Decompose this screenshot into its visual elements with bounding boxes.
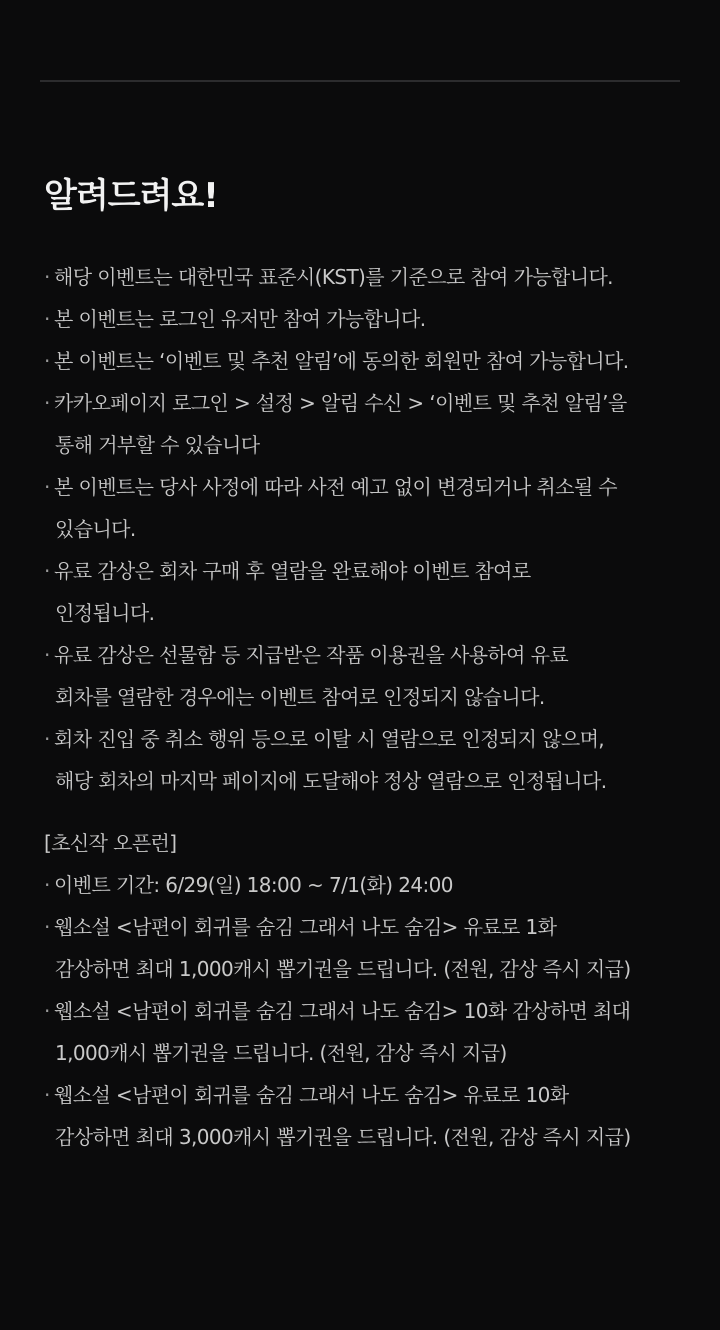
notice-section xyxy=(44,170,684,1158)
event-line: 감상하면 최대 3,000캐시 뽑기권을 드립니다. (전원, 감상 즉시 지급) xyxy=(55,1125,631,1149)
event-line: 웹소설 <남편이 회귀를 숨김 그래서 나도 숨김> 유료로 1화 xyxy=(54,915,557,939)
bullet-dot: · xyxy=(44,643,50,667)
notice-list xyxy=(44,256,684,802)
notice-line: 회차 진입 중 취소 행위 등으로 이탈 시 열람으로 인정되지 않으며, xyxy=(54,727,605,751)
notice-title: 알려드려요! xyxy=(44,176,218,216)
notice-item xyxy=(44,634,684,718)
notice-line: 유료 감상은 회차 구매 후 열람을 완료해야 이벤트 참여로 xyxy=(54,559,531,583)
bullet-dot: · xyxy=(44,475,50,499)
event-line: 웹소설 <남편이 회귀를 숨김 그래서 나도 숨김> 10화 감상하면 최대 xyxy=(54,999,631,1023)
notice-line: 회차를 열람한 경우에는 이벤트 참여로 인정되지 않습니다. xyxy=(55,685,545,709)
notice-line: 있습니다. xyxy=(55,517,136,541)
notice-line: 카카오페이지 로그인 > 설정 > 알림 수신 > ‘이벤트 및 추천 알림’을 xyxy=(54,391,627,415)
notice-item xyxy=(44,466,684,550)
top-divider xyxy=(40,80,680,82)
event-item xyxy=(44,990,684,1074)
notice-item xyxy=(44,298,684,340)
event-line: 웹소설 <남편이 회귀를 숨김 그래서 나도 숨김> 유료로 10화 xyxy=(54,1083,569,1107)
event-line: 이벤트 기간: 6/29(일) 18:00 ~ 7/1(화) 24:00 xyxy=(54,873,453,897)
event-list xyxy=(44,864,684,1158)
bullet-dot: · xyxy=(44,1083,50,1107)
bullet-dot: · xyxy=(44,265,50,289)
notice-item xyxy=(44,340,684,382)
bullet-dot: · xyxy=(44,559,50,583)
notice-line: 해당 회차의 마지막 페이지에 도달해야 정상 열람으로 인정됩니다. xyxy=(55,769,607,793)
bullet-dot: · xyxy=(44,727,50,751)
bullet-dot: · xyxy=(44,873,50,897)
bullet-dot: · xyxy=(44,999,50,1023)
event-line: 감상하면 최대 1,000캐시 뽑기권을 드립니다. (전원, 감상 즉시 지급) xyxy=(55,957,631,981)
notice-line: 본 이벤트는 당사 사정에 따라 사전 예고 없이 변경되거나 취소될 수 xyxy=(54,475,618,499)
notice-item xyxy=(44,550,684,634)
bullet-dot: · xyxy=(44,915,50,939)
notice-item xyxy=(44,256,684,298)
event-item xyxy=(44,864,684,906)
notice-line: 인정됩니다. xyxy=(55,601,155,625)
event-item xyxy=(44,1074,684,1158)
event-item xyxy=(44,906,684,990)
bullet-dot: · xyxy=(44,307,50,331)
notice-line: 통해 거부할 수 있습니다 xyxy=(55,433,260,457)
bullet-dot: · xyxy=(44,391,50,415)
bullet-dot: · xyxy=(44,349,50,373)
notice-line: 본 이벤트는 로그인 유저만 참여 가능합니다. xyxy=(54,307,426,331)
notice-line: 해당 이벤트는 대한민국 표준시(KST)를 기준으로 참여 가능합니다. xyxy=(54,265,613,289)
event-heading: [초신작 오픈런] xyxy=(44,831,177,855)
notice-item xyxy=(44,718,684,802)
event-line: 1,000캐시 뽑기권을 드립니다. (전원, 감상 즉시 지급) xyxy=(55,1041,507,1065)
notice-line: 본 이벤트는 ‘이벤트 및 추천 알림’에 동의한 회원만 참여 가능합니다. xyxy=(54,349,629,373)
notice-line: 유료 감상은 선물함 등 지급받은 작품 이용권을 사용하여 유료 xyxy=(54,643,569,667)
notice-item xyxy=(44,382,684,466)
